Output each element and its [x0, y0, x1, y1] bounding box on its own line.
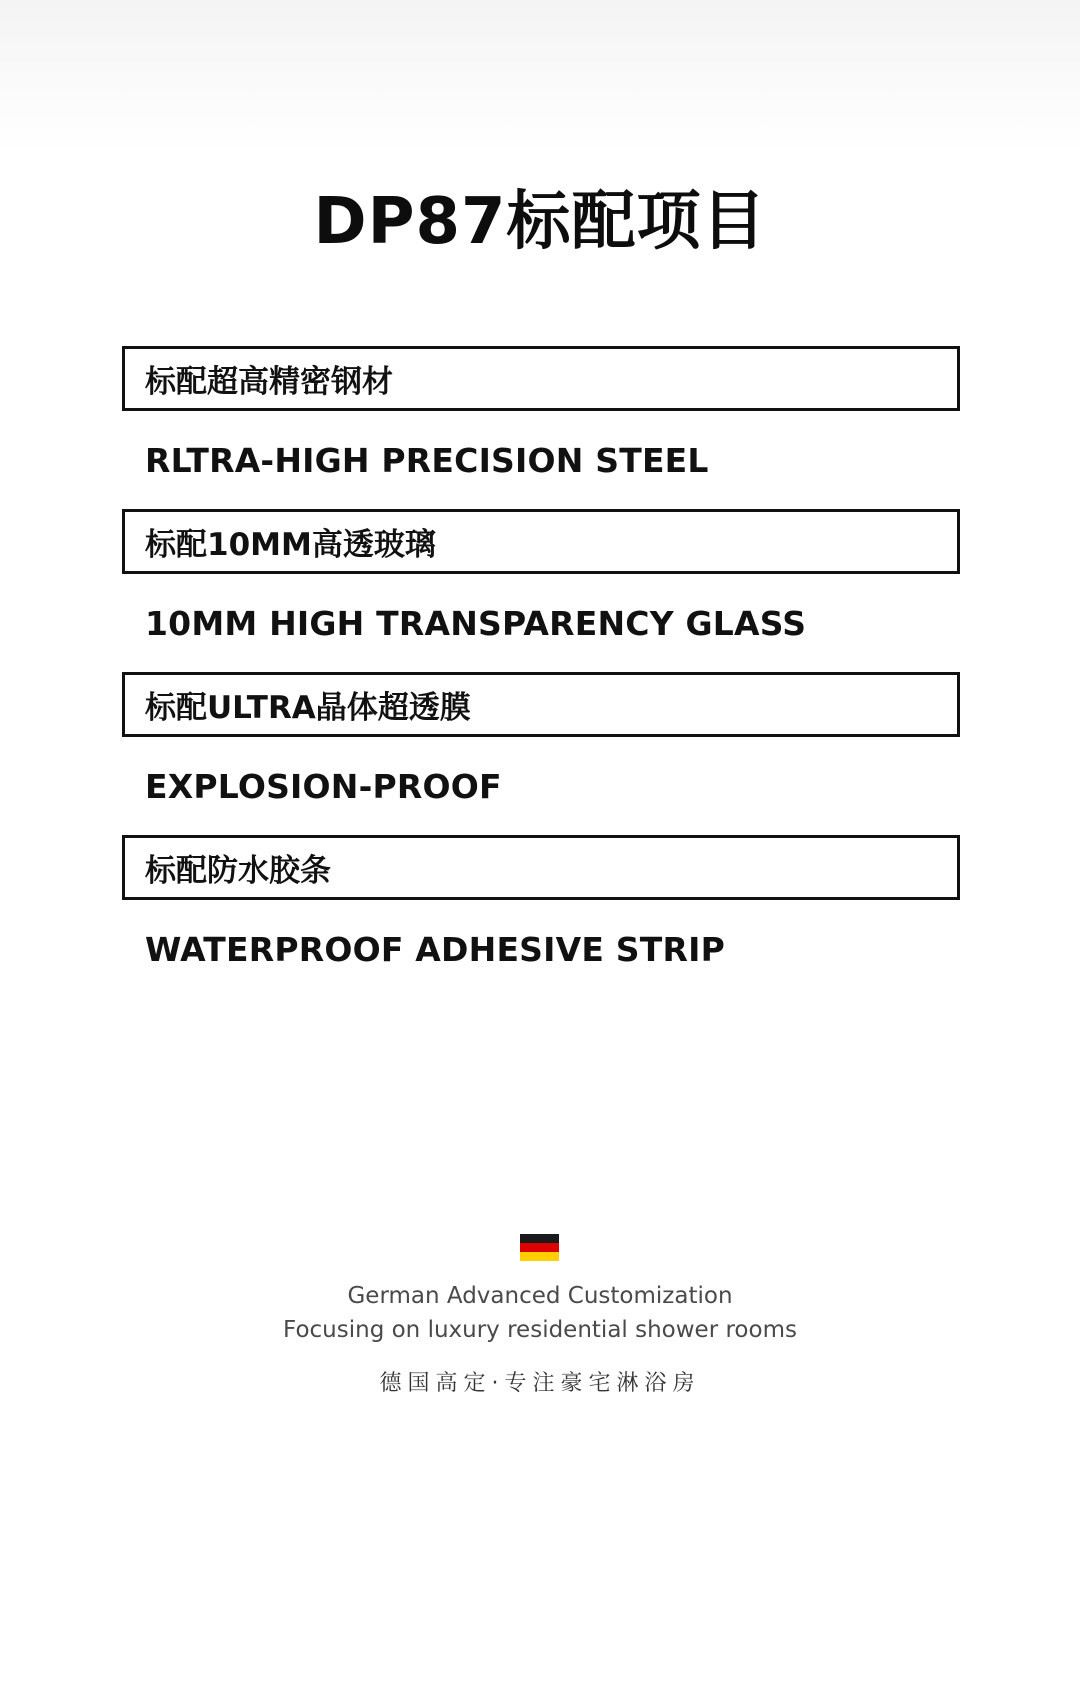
page-title: DP87标配项目 [313, 185, 767, 259]
feature-item-glass-cn: 标配10MM高透玻璃 [122, 509, 960, 574]
feature-item-film-en: EXPLOSION-PROOF [145, 766, 502, 806]
feature-item-film-cn: 标配ULTRA晶体超透膜 [122, 672, 960, 737]
feature-item-steel-en: RLTRA-HIGH PRECISION STEEL [145, 440, 709, 480]
tagline-english-2: Focusing on luxury residential shower rooms [283, 1317, 797, 1343]
feature-item-steel-cn: 标配超高精密钢材 [122, 346, 960, 411]
feature-item-strip-cn: 标配防水胶条 [122, 835, 960, 900]
flag-stripe-black [520, 1234, 559, 1243]
feature-item-glass-en: 10MM HIGH TRANSPARENCY GLASS [145, 603, 807, 643]
tagline-chinese: 德国高定·专注豪宅淋浴房 [379, 1371, 701, 1396]
flag-stripe-gold [520, 1252, 559, 1261]
feature-list [122, 346, 960, 998]
germany-flag-icon [520, 1234, 559, 1261]
tagline-english-1: German Advanced Customization [347, 1283, 733, 1309]
feature-item-strip-en: WATERPROOF ADHESIVE STRIP [145, 929, 725, 969]
flag-stripe-red [520, 1243, 559, 1252]
